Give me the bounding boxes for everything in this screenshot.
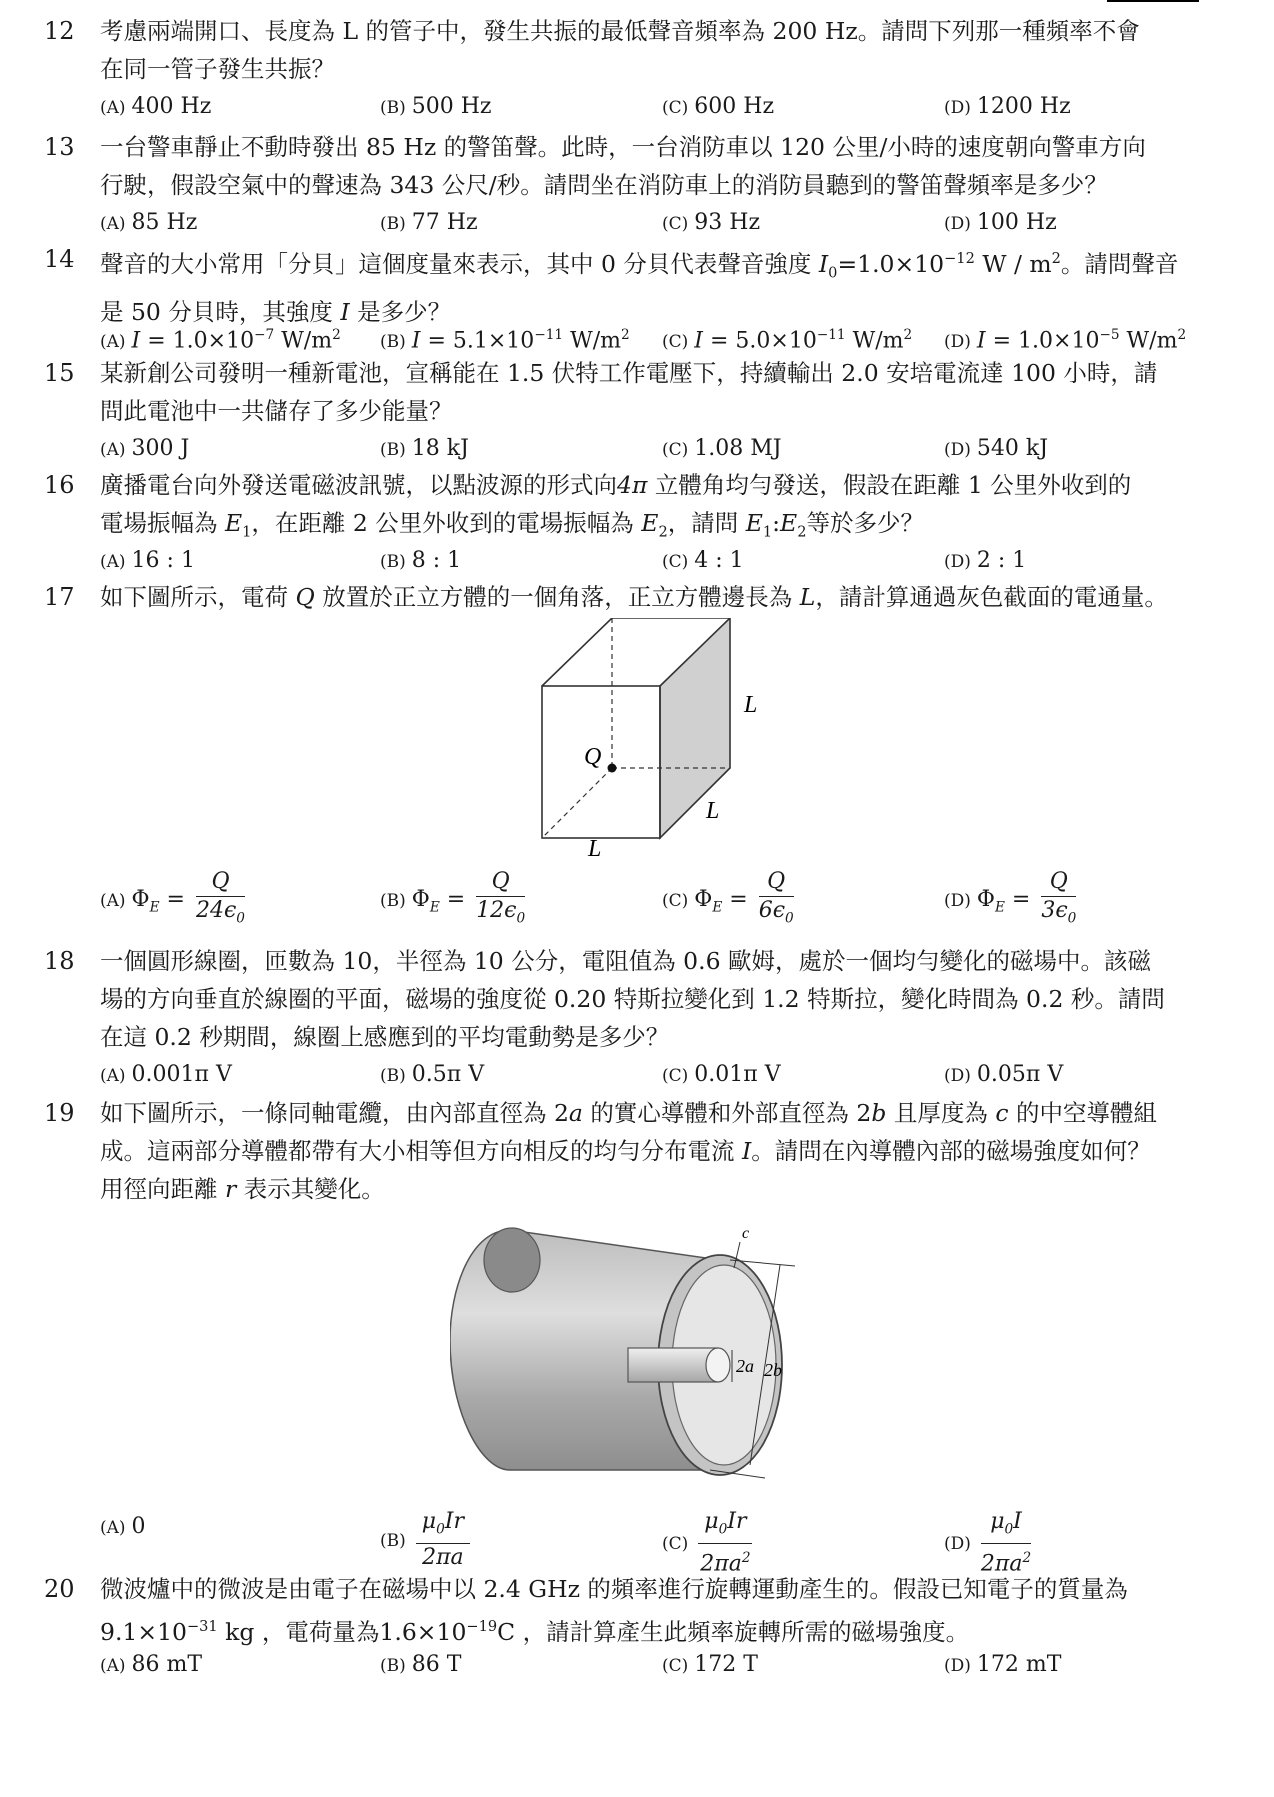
edge-label-l: L — [588, 836, 602, 858]
stem-line: 成。這兩部分導體都帶有大小相等但方向相反的均勻分布電流 I。請問在內導體內部的磁場強度如何？ — [100, 1137, 1151, 1165]
shell-back-opening — [484, 1228, 540, 1292]
question-stem — [100, 12, 1240, 88]
stem-line: 微波爐中的微波是由電子在磁場中以 2.4 GHz 的頻率進行旋轉運動產生的。假設已知電子的質量為 — [100, 1575, 1128, 1603]
edge-label-l: L — [744, 692, 758, 718]
stem-line: 某新創公司發明一種新電池，宣稱能在 1.5 伏特工作電壓下，持續輸出 2.0 安培電流達 100 小時，請 — [100, 359, 1158, 387]
stem-line: 在這 0.2 秒期間，線圈上感應到的平均電動勢是多少？ — [100, 1023, 670, 1051]
question-number: 16 — [44, 471, 75, 499]
fraction: $\frac{Q}{6\epsilon_0}$ — [758, 869, 794, 927]
option-c[interactable]: (C) 0.01π V — [662, 1062, 781, 1087]
option-b[interactable]: (B) 500 Hz — [380, 94, 492, 119]
coaxial-cable-figure — [450, 1220, 880, 1510]
option-c[interactable]: (C) 600 Hz — [662, 94, 775, 119]
question-stem — [100, 354, 1240, 430]
fraction: $\frac{Q}{3\epsilon_0}$ — [1041, 869, 1077, 927]
label-c: c — [742, 1225, 750, 1242]
options-row — [100, 1058, 1240, 1092]
option-b[interactable]: (B) 8 : 1 — [380, 548, 462, 573]
option-b[interactable]: (B) $\Phi_E$ = $\frac{Q}{12\epsilon_0}$ — [380, 870, 525, 930]
question-stem — [100, 240, 1240, 331]
option-d[interactable]: (D) 540 kJ — [944, 436, 1049, 461]
fraction: $\frac{Q}{12\epsilon_0}$ — [476, 869, 526, 927]
option-d[interactable]: (D) $\frac{\mu_0I}{2\pi a^2}$ — [944, 1509, 1032, 1577]
option-a[interactable]: (A) $\Phi_E$ = $\frac{Q}{24\epsilon_0}$ — [100, 870, 245, 930]
inner-conductor — [628, 1348, 718, 1382]
question-stem — [100, 1570, 1240, 1651]
option-c[interactable]: (C) $\frac{\mu_0Ir}{2\pi a^2}$ — [662, 1509, 751, 1577]
stem-line: 在同一管子發生共振？ — [100, 55, 335, 83]
option-c[interactable]: (C) 172 T — [662, 1652, 758, 1677]
option-d[interactable]: (D) 0.05π V — [944, 1062, 1064, 1087]
option-a[interactable]: (A) 16 : 1 — [100, 548, 195, 573]
option-d[interactable]: (D) $I = 1.0\times 10^{-5}$ $W/m^2$ — [944, 327, 1187, 354]
question-number: 18 — [44, 947, 75, 975]
option-a[interactable]: (A) 0.001π V — [100, 1062, 232, 1087]
option-d[interactable]: (D) 172 mT — [944, 1652, 1062, 1677]
question-number: 15 — [44, 359, 75, 387]
stem-line: 電場振幅為 $E_1$，在距離 2 公里外收到的電場振幅為 $E_2$，請問 $E_1:E_2$等於多少？ — [100, 509, 924, 541]
question-stem — [100, 466, 1240, 552]
hidden-edge — [542, 768, 612, 838]
question-number: 12 — [44, 17, 75, 45]
question-number: 17 — [44, 583, 75, 611]
stem-line: 如下圖所示，一條同軸電纜，由內部直徑為 2a 的實心導體和外部直徑為 2b 且厚度為 c 的中空導體組 — [100, 1099, 1158, 1127]
shaded-cross-section — [660, 618, 730, 838]
option-b[interactable]: (B) 77 Hz — [380, 210, 478, 235]
label-2a: 2a — [736, 1356, 754, 1376]
question-stem — [100, 1094, 1240, 1208]
cube-edge — [542, 618, 612, 686]
option-c[interactable]: (C) $\Phi_E$ = $\frac{Q}{6\epsilon_0}$ — [662, 870, 794, 930]
stem-line: $9.1\times 10^{-31}$ kg ，電荷量為$1.6\times 10^{-19}C$ ，請計算產生此頻率旋轉所需的磁場強度。 — [100, 1617, 970, 1646]
option-d[interactable]: (D) 100 Hz — [944, 210, 1057, 235]
option-b[interactable]: (B) 18 kJ — [380, 436, 469, 461]
option-b[interactable]: (B) $I = 5.1\times 10^{-11}$ $W/m^2$ — [380, 327, 630, 354]
option-a[interactable]: (A) 85 Hz — [100, 210, 198, 235]
inner-conductor-end — [706, 1348, 730, 1382]
options-row — [100, 1648, 1240, 1682]
option-b[interactable]: (B) $\frac{\mu_0Ir}{2\pi a}$ — [380, 1510, 470, 1570]
stem-line: 一個圓形線圈，匝數為 10，半徑為 10 公分，電阻值為 0.6 歐姆，處於一個均勻變化的磁場中。該磁 — [100, 947, 1152, 975]
options-row — [100, 206, 1240, 240]
stem-line: 一台警車靜止不動時發出 85 Hz 的警笛聲。此時，一台消防車以 120 公里/小時的速度朝向警車方向 — [100, 133, 1146, 161]
question-stem — [100, 128, 1240, 204]
option-d[interactable]: (D) 1200 Hz — [944, 94, 1071, 119]
fraction: $\frac{\mu_0Ir}{2\pi a}$ — [416, 1510, 470, 1570]
option-d[interactable]: (D) 2 : 1 — [944, 548, 1027, 573]
question-number: 19 — [44, 1099, 75, 1127]
fraction: $\frac{Q}{24\epsilon_0}$ — [195, 869, 245, 927]
stem-line: 用徑向距離 r 表示其變化。 — [100, 1175, 385, 1203]
option-a[interactable]: (A) $I = 1.0\times 10^{-7}$ $W/m^2$ — [100, 327, 341, 354]
options-row — [100, 318, 1240, 352]
stem-line: 考慮兩端開口、長度為 L 的管子中，發生共振的最低聲音頻率為 200 Hz。請問下列那一種頻率不會 — [100, 17, 1140, 45]
option-d[interactable]: (D) $\Phi_E$ = $\frac{Q}{3\epsilon_0}$ — [944, 870, 1076, 930]
option-a[interactable]: (A) 0 — [100, 1514, 146, 1539]
question-number: 20 — [44, 1575, 75, 1603]
options-row — [100, 432, 1240, 466]
options-row — [100, 1509, 1240, 1577]
option-a[interactable]: (A) 300 J — [100, 436, 190, 461]
question-stem — [100, 578, 1240, 616]
options-row — [100, 544, 1240, 578]
stem-line: 問此電池中一共儲存了多少能量？ — [100, 397, 453, 425]
options-row — [100, 90, 1240, 124]
fraction: $\frac{\mu_0I}{2\pi a^2}$ — [980, 1509, 1032, 1577]
option-c[interactable]: (C) 1.08 MJ — [662, 436, 782, 461]
fraction: $\frac{\mu_0Ir}{2\pi a^2}$ — [700, 1509, 751, 1577]
stem-line: 行駛，假設空氣中的聲速為 343 公尺/秒。請問坐在消防車上的消防員聽到的警笛聲頻率是多少？ — [100, 171, 1108, 199]
charge-label: Q — [584, 744, 602, 770]
top-rule — [1107, 0, 1199, 2]
stem-line: 廣播電台向外發送電磁波訊號，以點波源的形式向4π 立體角均勻發送，假設在距離 1 公里外收到的 — [100, 471, 1132, 499]
option-a[interactable]: (A) 400 Hz — [100, 94, 212, 119]
option-b[interactable]: (B) 0.5π V — [380, 1062, 485, 1087]
option-c[interactable]: (C) $I = 5.0\times 10^{-11}$ $W/m^2$ — [662, 327, 913, 354]
charge-dot — [608, 764, 617, 773]
stem-line: 如下圖所示，電荷 Q 放置於正立方體的一個角落，正立方體邊長為 L，請計算通過灰色截面的電通量。 — [100, 583, 1168, 611]
option-c[interactable]: (C) 4 : 1 — [662, 548, 744, 573]
label-2b: 2b — [764, 1360, 782, 1380]
options-row — [100, 870, 1240, 930]
stem-line: 聲音的大小常用「分貝」這個度量來表示，其中 0 分貝代表聲音強度 $I_0=1.0\times 10^{-12}$ W / $m^2$。請問聲音 — [100, 249, 1179, 282]
edge-label-l: L — [706, 798, 720, 824]
question-stem — [100, 942, 1240, 1056]
option-b[interactable]: (B) 86 T — [380, 1652, 462, 1677]
stem-line: 是 50 分貝時，其強度 I 是多少？ — [100, 297, 452, 326]
cube-figure — [520, 618, 800, 858]
option-a[interactable]: (A) 86 mT — [100, 1652, 203, 1677]
stem-line: 場的方向垂直於線圈的平面，磁場的強度從 0.20 特斯拉變化到 1.2 特斯拉，變化時間為 0.2 秒。請問 — [100, 985, 1165, 1013]
option-c[interactable]: (C) 93 Hz — [662, 210, 761, 235]
question-number: 14 — [44, 245, 75, 273]
question-number: 13 — [44, 133, 75, 161]
